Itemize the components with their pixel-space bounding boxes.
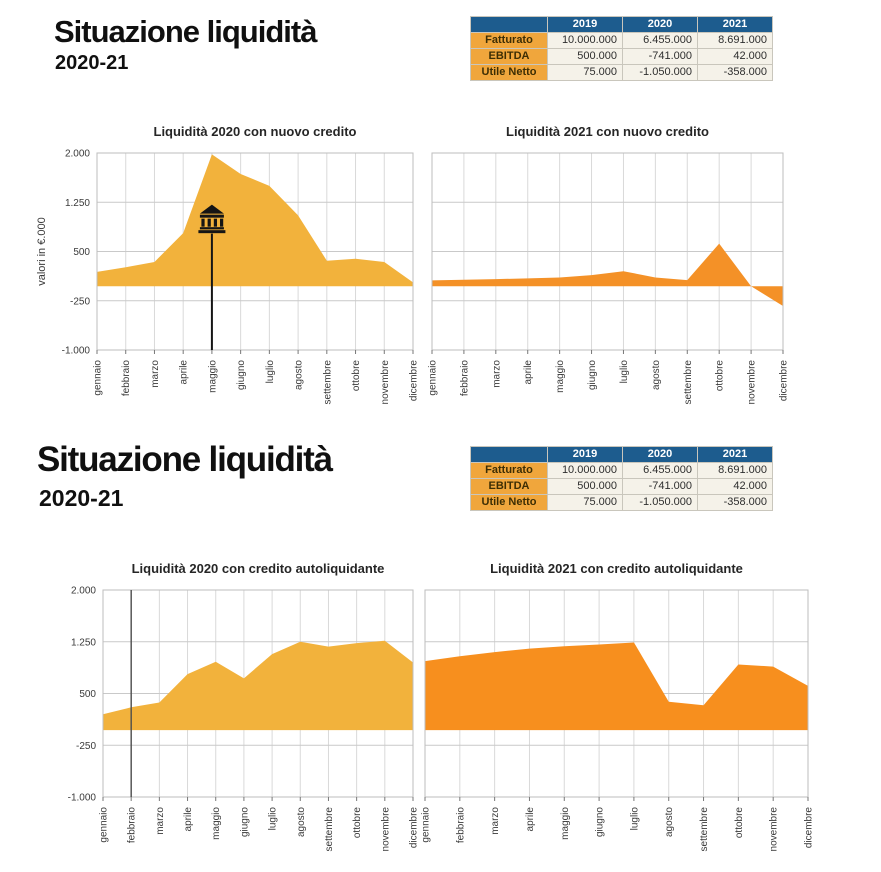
x-tick-label: novembre [768, 807, 780, 852]
x-tick-label: agosto [650, 360, 662, 391]
value-cell: 500.000 [548, 479, 623, 495]
x-tick-label: marzo [490, 807, 502, 835]
x-tick-label: novembre [746, 360, 758, 405]
table-row-utile-netto [471, 65, 773, 81]
x-tick-label: febbraio [126, 807, 138, 844]
x-tick-label: giugno [594, 807, 606, 838]
x-tick-label: gennaio [420, 807, 432, 843]
chart-liquidita-2021-nuovo-credito [425, 122, 881, 420]
table-header-row [471, 447, 773, 463]
row-label: EBITDA [471, 479, 548, 495]
x-tick-label: maggio [207, 360, 219, 393]
y-tick-label: -250 [75, 740, 96, 752]
x-tick-label: ottobre [351, 360, 363, 392]
chart-liquidita-2021-credito-autoliquidante [420, 552, 881, 870]
x-tick-label: ottobre [733, 807, 745, 839]
y-tick-label: 2.000 [70, 585, 96, 597]
x-tick-label: luglio [629, 807, 641, 831]
x-tick-label: marzo [149, 360, 161, 388]
value-cell: -741.000 [623, 49, 698, 65]
table-row-ebitda [471, 49, 773, 65]
row-label: EBITDA [471, 49, 548, 65]
x-tick-label: aprile [178, 360, 190, 385]
x-tick-label: settembre [323, 807, 335, 852]
x-tick-label: dicembre [408, 360, 420, 402]
y-axis-label: valori in €.000 [36, 217, 48, 286]
chart-title: Liquidità 2020 con credito autoliquidante [131, 561, 385, 576]
value-cell: 8.691.000 [698, 33, 773, 49]
x-tick-label: marzo [154, 807, 166, 835]
x-tick-label: maggio [559, 807, 571, 840]
x-tick-label: novembre [380, 807, 392, 852]
y-tick-label: -1.000 [67, 792, 96, 804]
area-fill [432, 244, 783, 306]
value-cell: 42.000 [698, 49, 773, 65]
value-cell: -741.000 [623, 479, 698, 495]
x-tick-label: agosto [293, 360, 305, 391]
y-tick-label: 500 [73, 247, 90, 258]
section-subtitle: 2020-21 [55, 52, 129, 74]
table-row-fatturato [471, 463, 773, 479]
table-row-fatturato [471, 33, 773, 49]
x-tick-label: febbraio [459, 360, 471, 397]
row-label: Utile Netto [471, 65, 548, 81]
value-cell: 500.000 [548, 49, 623, 65]
year-header-2020: 2020 [623, 447, 698, 463]
x-tick-label: agosto [295, 807, 307, 838]
row-label: Fatturato [471, 463, 548, 479]
x-tick-label: gennaio [427, 360, 439, 396]
chart-liquidita-2020-nuovo-credito [30, 122, 430, 420]
table-corner-cell [471, 447, 548, 463]
x-tick-label: febbraio [455, 807, 467, 844]
year-header-2019: 2019 [548, 447, 623, 463]
row-label: Utile Netto [471, 495, 548, 511]
table-header-row [471, 17, 773, 33]
table-row-ebitda [471, 479, 773, 495]
value-cell: -1.050.000 [623, 495, 698, 511]
x-tick-label: gennaio [98, 807, 110, 843]
x-tick-label: settembre [322, 360, 334, 405]
value-cell: -358.000 [698, 65, 773, 81]
x-tick-label: dicembre [778, 360, 790, 402]
x-tick-label: aprile [524, 807, 536, 832]
value-cell: 6.455.000 [623, 463, 698, 479]
y-tick-label: 1.250 [64, 197, 90, 209]
x-tick-label: ottobre [714, 360, 726, 392]
value-cell: 10.000.000 [548, 33, 623, 49]
chart-title: Liquidità 2021 con nuovo credito [506, 124, 709, 139]
section-subtitle: 2020-21 [39, 485, 124, 511]
x-tick-label: ottobre [352, 807, 364, 839]
y-tick-label: 2.000 [64, 148, 90, 160]
financial-summary-table [470, 16, 773, 81]
section-title: Situazione liquidità [37, 440, 332, 479]
value-cell: 8.691.000 [698, 463, 773, 479]
value-cell: 6.455.000 [623, 33, 698, 49]
value-cell: 10.000.000 [548, 463, 623, 479]
y-tick-label: -250 [69, 296, 90, 308]
x-tick-label: luglio [264, 360, 276, 384]
y-tick-label: 500 [79, 689, 96, 700]
table-row-utile-netto [471, 495, 773, 511]
row-label: Fatturato [471, 33, 548, 49]
x-tick-label: febbraio [121, 360, 133, 397]
chart-title: Liquidità 2021 con credito autoliquidante [490, 561, 743, 576]
value-cell: -1.050.000 [623, 65, 698, 81]
x-tick-label: maggio [211, 807, 223, 840]
x-tick-label: luglio [618, 360, 630, 384]
x-tick-label: giugno [236, 360, 248, 391]
x-tick-label: aprile [523, 360, 535, 385]
year-header-2020: 2020 [623, 17, 698, 33]
x-tick-label: maggio [555, 360, 567, 393]
year-header-2021: 2021 [698, 447, 773, 463]
x-tick-label: giugno [587, 360, 599, 391]
x-tick-label: settembre [682, 360, 694, 405]
area-fill [425, 642, 808, 730]
y-tick-label: 1.250 [70, 637, 96, 649]
x-tick-label: giugno [239, 807, 251, 838]
value-cell: -358.000 [698, 495, 773, 511]
x-tick-label: dicembre [803, 807, 815, 849]
area-fill [103, 641, 413, 730]
year-header-2021: 2021 [698, 17, 773, 33]
chart-liquidita-2020-credito-autoliquidante [30, 552, 430, 870]
x-tick-label: gennaio [92, 360, 104, 396]
x-tick-label: aprile [183, 807, 195, 832]
x-tick-label: novembre [379, 360, 391, 405]
area-fill [97, 154, 413, 286]
value-cell: 75.000 [548, 495, 623, 511]
year-header-2019: 2019 [548, 17, 623, 33]
value-cell: 75.000 [548, 65, 623, 81]
x-tick-label: agosto [664, 807, 676, 838]
x-tick-label: dicembre [408, 807, 420, 849]
section-title: Situazione liquidità [54, 14, 317, 49]
x-tick-label: luglio [267, 807, 279, 831]
x-tick-label: settembre [699, 807, 711, 852]
y-tick-label: -1.000 [61, 345, 90, 357]
chart-title: Liquidità 2020 con nuovo credito [153, 124, 357, 139]
value-cell: 42.000 [698, 479, 773, 495]
table-corner-cell [471, 17, 548, 33]
financial-summary-table [470, 446, 773, 511]
x-tick-label: marzo [491, 360, 503, 388]
